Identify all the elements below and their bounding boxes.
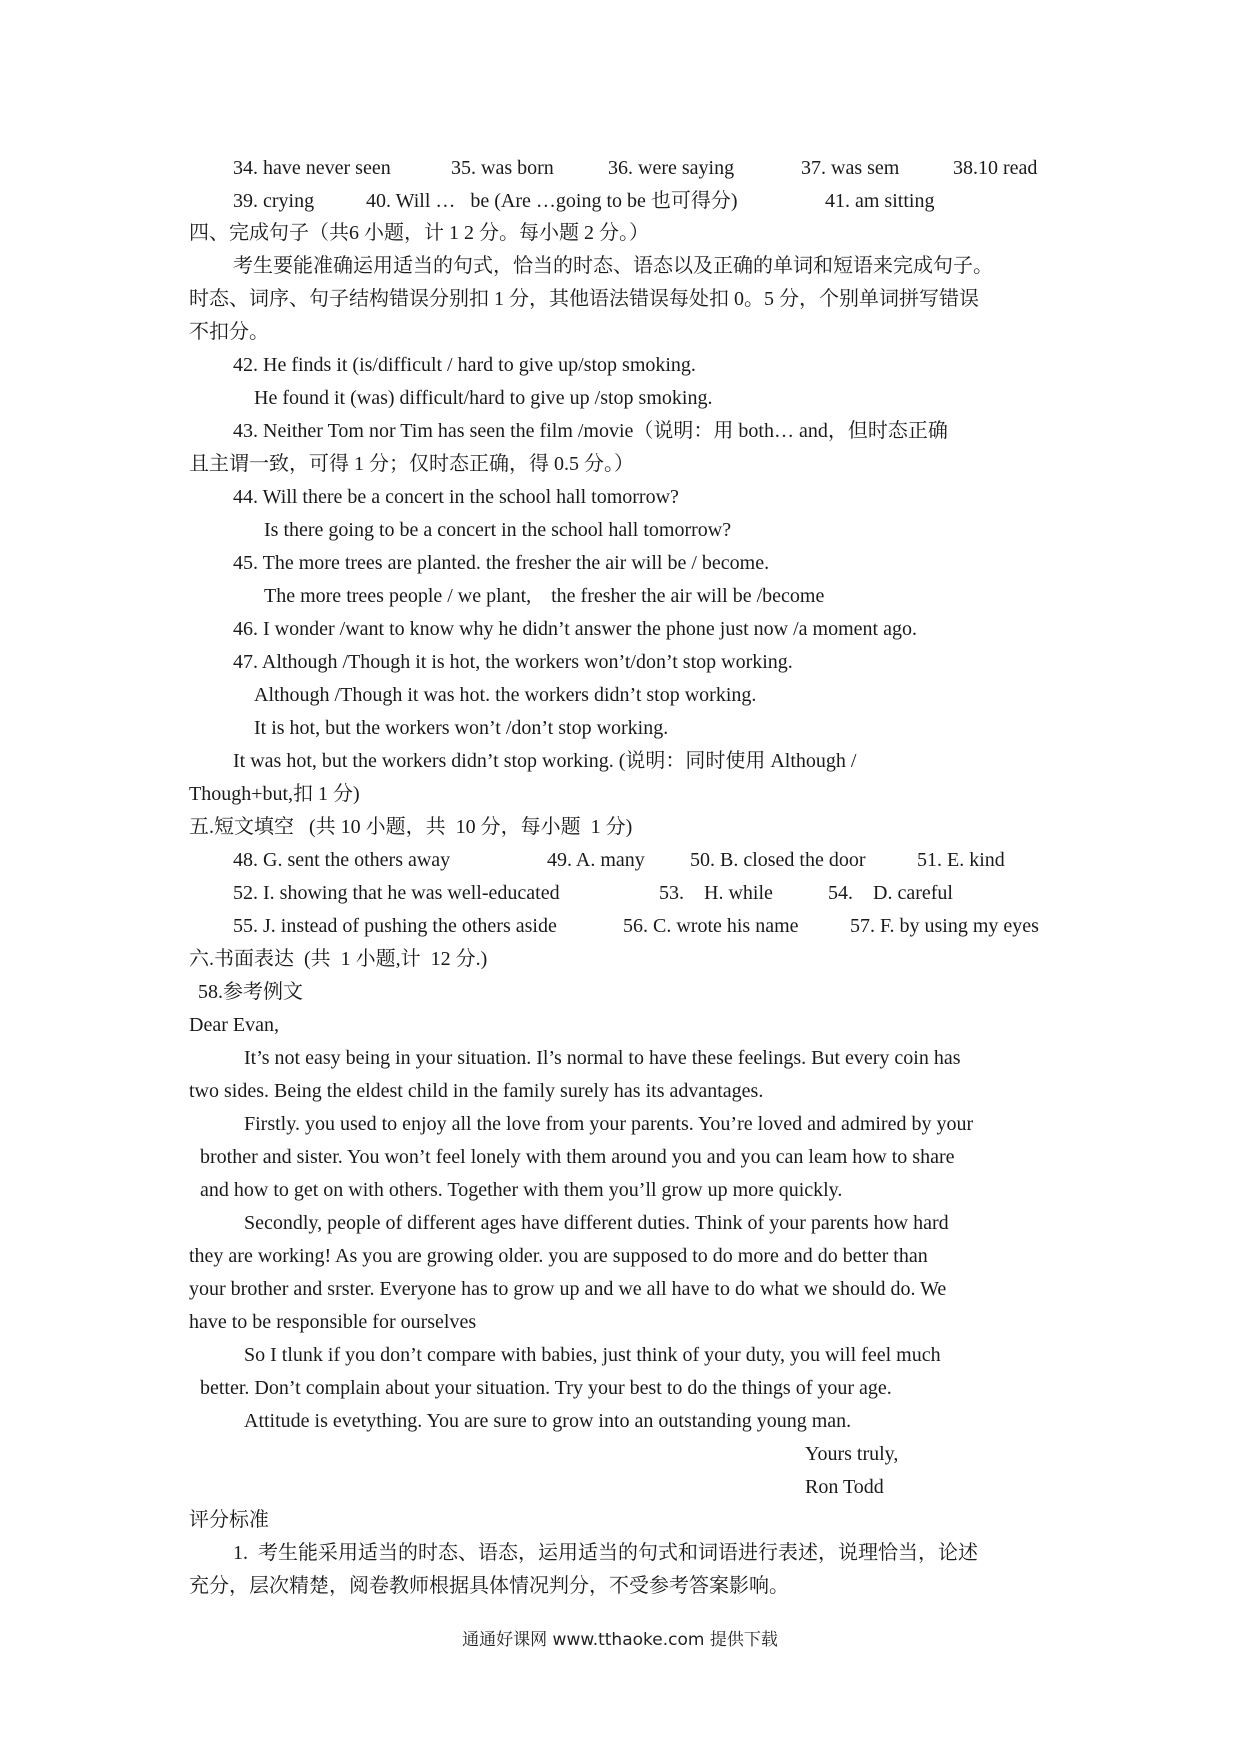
- scoring-line: 1. 考生能采用适当的时态、语态，运用适当的句式和词语进行表述，说理恰当，论述: [233, 1542, 978, 1564]
- letter-signature: Ron Todd: [805, 1476, 884, 1498]
- scoring-heading: 评分标准: [189, 1509, 269, 1531]
- answer-43: 43. Neither Tom nor Tim has seen the film /movie（说明：用 both… and，但时态正确: [233, 420, 948, 442]
- answer-57: 57. F. by using my eyes: [850, 915, 1039, 937]
- answer-36: 36. were saying: [608, 157, 735, 179]
- answer-50: 50. B. closed the door: [690, 849, 866, 871]
- answer-47-alt: It is hot, but the workers won’t /don’t stop working.: [254, 717, 669, 739]
- answer-42: 42. He finds it (is/difficult / hard to give up/stop smoking.: [233, 354, 696, 376]
- answer-53: 53. H. while: [659, 882, 773, 904]
- section-4-instruction: 时态、词序、句子结构错误分别扣 1 分，其他语法错误每处扣 0。5 分，个别单词拼写错误: [189, 288, 979, 310]
- answer-56: 56. C. wrote his name: [623, 915, 799, 937]
- letter-line: they are working! As you are growing older. you are supposed to do more and do better than: [189, 1245, 928, 1267]
- letter-line: your brother and srster. Everyone has to grow up and we all have to do what we should do. We: [189, 1278, 947, 1300]
- answer-47-alt: Although /Though it was hot. the workers didn’t stop working.: [254, 684, 757, 706]
- answer-52: 52. I. showing that he was well-educated: [233, 882, 560, 904]
- letter-line: Attitude is evetything. You are sure to grow into an outstanding young man.: [244, 1410, 852, 1432]
- answer-43-note: 且主谓一致，可得 1 分；仅时态正确，得 0.5 分。）: [189, 453, 634, 475]
- letter-line: So I tlunk if you don’t compare with babies, just think of your duty, you will feel much: [244, 1344, 941, 1366]
- letter-greeting: Dear Evan,: [189, 1014, 279, 1036]
- sample-essay-label: 58.参考例文: [198, 981, 303, 1003]
- answer-37: 37. was sem: [801, 157, 900, 179]
- answer-44-alt: Is there going to be a concert in the school hall tomorrow?: [264, 519, 732, 541]
- answer-45-alt: The more trees people / we plant, the fresher the air will be /become: [264, 585, 825, 607]
- answer-47-note: Though+but,扣 1 分): [189, 783, 360, 805]
- answer-47-alt: It was hot, but the workers didn’t stop working. (说明：同时使用 Although /: [233, 750, 857, 772]
- answer-45: 45. The more trees are planted. the fresher the air will be / become.: [233, 552, 770, 574]
- answer-48: 48. G. sent the others away: [233, 849, 451, 871]
- answer-54: 54. D. careful: [828, 882, 953, 904]
- answer-51: 51. E. kind: [917, 849, 1005, 871]
- answer-47: 47. Although /Though it is hot, the workers won’t/don’t stop working.: [233, 651, 793, 673]
- answer-41: 41. am sitting: [825, 190, 935, 212]
- page-footer: 通通好课网 www.tthaoke.com 提供下载: [462, 1630, 778, 1650]
- answer-46: 46. I wonder /want to know why he didn’t answer the phone just now /a moment ago.: [233, 618, 917, 640]
- letter-line: It’s not easy being in your situation. Il’s normal to have these feelings. But every coin has: [244, 1047, 961, 1069]
- letter-line: better. Don’t complain about your situation. Try your best to do the things of your age.: [200, 1377, 892, 1399]
- section-4-instruction: 考生要能准确运用适当的句式，恰当的时态、语态以及正确的单词和短语来完成句子。: [233, 255, 993, 277]
- answer-55: 55. J. instead of pushing the others aside: [233, 915, 557, 937]
- answer-35: 35. was born: [451, 157, 554, 179]
- answer-39: 39. crying: [233, 190, 315, 212]
- answer-49: 49. A. many: [547, 849, 645, 871]
- section-4-heading: 四、完成句子（共6 小题，计 1 2 分。每小题 2 分。）: [189, 222, 649, 244]
- answer-44: 44. Will there be a concert in the school hall tomorrow?: [233, 486, 679, 508]
- letter-line: two sides. Being the eldest child in the family surely has its advantages.: [189, 1080, 764, 1102]
- letter-line: Secondly, people of different ages have different duties. Think of your parents how hard: [244, 1212, 949, 1234]
- letter-line: Firstly. you used to enjoy all the love from your parents. You’re loved and admired by your: [244, 1113, 974, 1135]
- letter-line: and how to get on with others. Together with them you’ll grow up more quickly.: [200, 1179, 843, 1201]
- answer-42-alt: He found it (was) difficult/hard to give up /stop smoking.: [254, 387, 713, 409]
- section-6-heading: 六.书面表达 (共 1 小题,计 12 分.): [189, 948, 488, 970]
- answer-40: 40. Will … be (Are …going to be 也可得分): [366, 190, 738, 212]
- section-5-heading: 五.短文填空 (共 10 小题，共 10 分，每小题 1 分): [189, 816, 633, 838]
- scoring-line: 充分，层次精楚，阅卷教师根据具体情况判分，不受参考答案影响。: [189, 1575, 789, 1597]
- section-4-instruction: 不扣分。: [189, 321, 269, 343]
- answer-38: 38.10 read: [953, 157, 1038, 179]
- letter-line: brother and sister. You won’t feel lonely with them around you and you can leam how to share: [200, 1146, 955, 1168]
- answer-34: 34. have never seen: [233, 157, 391, 179]
- letter-line: have to be responsible for ourselves: [189, 1311, 477, 1333]
- letter-closing: Yours truly,: [805, 1443, 899, 1465]
